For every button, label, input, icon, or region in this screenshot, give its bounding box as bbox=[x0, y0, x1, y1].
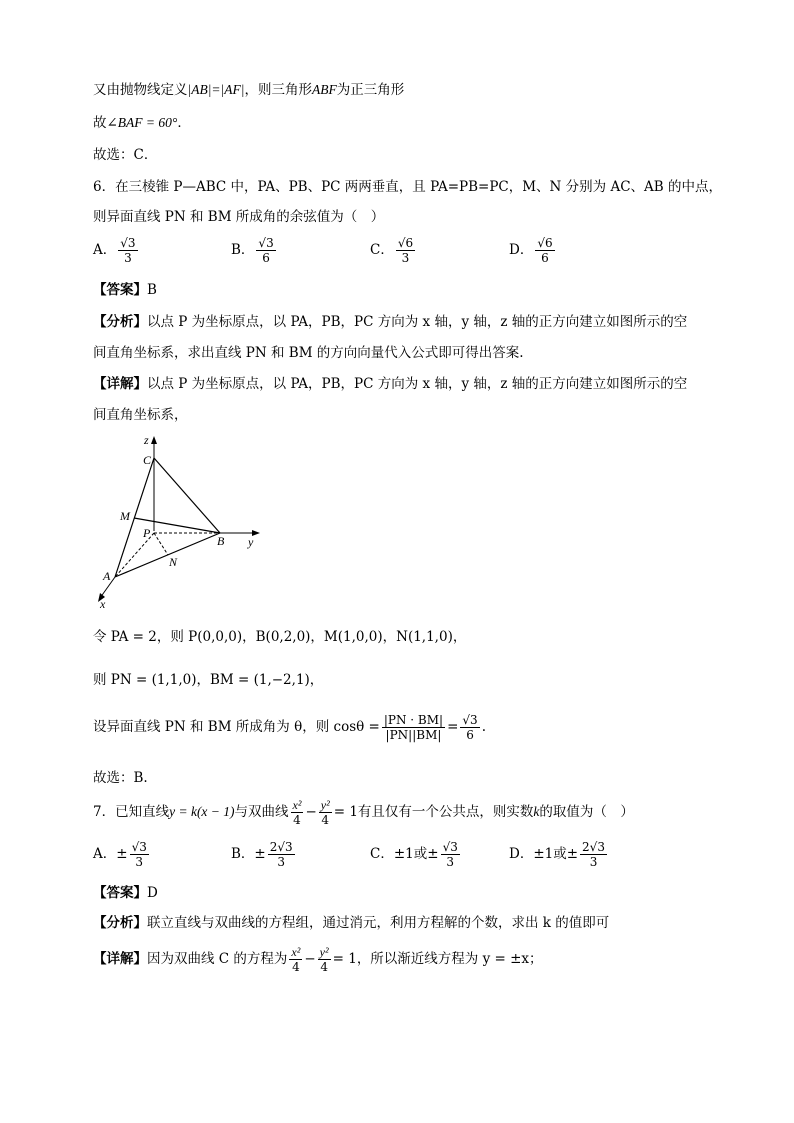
math-expr: ABF bbox=[311, 82, 337, 97]
label-x: x bbox=[100, 597, 106, 610]
q6-answer bbox=[93, 280, 157, 300]
q6-stem-2: 则异面直线 PN 和 BM 所成角的余弦值为（ ） bbox=[93, 209, 385, 225]
q6-stem-1: 6．在三棱锥 P—ABC 中，PA、PB、PC 两两垂直，且 PA=PB=PC，M、N 分别为 AC、AB 的中点， bbox=[93, 179, 722, 195]
label-m: M bbox=[120, 509, 130, 523]
text: ，则三角形 bbox=[244, 82, 312, 98]
label-n: N bbox=[169, 555, 178, 569]
q6-option-b: B． $\frac{√3}{6}$ bbox=[231, 236, 274, 265]
q6-analysis-2: 间直角坐标系，求出直线 PN 和 BM 的方向向量代入公式即可得出答案. bbox=[93, 345, 524, 361]
q6-detail-1: 【详解】以点 P 为坐标原点，以 PA，PB，PC 方向为 x 轴，y 轴，z 轴的正方向建立如图所示的空 bbox=[93, 376, 688, 392]
label-y: y bbox=[248, 535, 254, 549]
text: 为正三角形 bbox=[336, 82, 405, 98]
q7-option-c: C．±1或± $\frac{√3}{3}$ bbox=[370, 840, 458, 869]
math-expr: |AB|=|AF| bbox=[187, 82, 245, 97]
q7-detail: 【详解】因为双曲线 C 的方程为 $\frac{\text{x²}}{4}$ − $\frac{\text{y²}}{4}$ = 1，所以渐近线方程为 y = ±x； bbox=[93, 945, 543, 974]
ab-edge bbox=[115, 533, 220, 577]
q7-option-a: A．± $\frac{√3}{3}$ bbox=[93, 840, 147, 869]
text-line-2 bbox=[93, 113, 191, 133]
answer-value: D bbox=[147, 885, 158, 901]
label-z: z bbox=[144, 433, 149, 447]
label-p: P bbox=[143, 526, 151, 540]
q7-stem: 7．已知直线y = k(x − 1)与双曲线 $\frac{\text{x²}}{4}$ − $\frac{\text{y²}}{4}$ = 1有且仅有一个公共点，则实数k的取值为（ ） bbox=[93, 798, 634, 827]
analysis-tag: 【分析】 bbox=[93, 314, 147, 330]
q6-coords: 令 PA = 2，则 P(0,0,0)，B(0,2,0)，M(1,0,0)，N(1,1,0)， bbox=[93, 629, 467, 645]
q6-option-a: A． $\frac{√3}{3}$ bbox=[93, 236, 136, 265]
q6-option-d: D． $\frac{√6}{6}$ bbox=[509, 236, 553, 265]
q7-option-d: D．±1或± $\frac{2√3}{3}$ bbox=[509, 840, 605, 869]
pn-segment bbox=[154, 533, 168, 555]
cb-edge bbox=[154, 458, 220, 533]
answer-tag: 【答案】 bbox=[93, 885, 147, 901]
z-arrow-icon bbox=[151, 436, 157, 444]
q6-end: 故选：B. bbox=[93, 770, 148, 786]
detail-tag: 【详解】 bbox=[93, 376, 147, 392]
text: ． bbox=[177, 115, 191, 131]
q7-option-b: B．± $\frac{2√3}{3}$ bbox=[231, 840, 293, 869]
q6-detail-2: 间直角坐标系， bbox=[93, 407, 188, 423]
label-b: B bbox=[217, 534, 225, 548]
answer-tag: 【答案】 bbox=[93, 282, 147, 298]
answer-value: B bbox=[147, 282, 157, 298]
analysis-tag: 【分析】 bbox=[93, 915, 147, 931]
q6-option-c: C． $\frac{√6}{3}$ bbox=[370, 236, 414, 265]
detail-tag: 【详解】 bbox=[93, 951, 147, 967]
q7-answer bbox=[93, 883, 158, 903]
cos-value: $\frac{√3}{6}$ bbox=[462, 713, 478, 742]
choose-line: 故选：C． bbox=[93, 147, 158, 163]
math-expr: ∠BAF = 60° bbox=[106, 115, 178, 130]
q7-analysis: 【分析】联立直线与双曲线的方程组，通过消元，利用方程解的个数，求出 k 的值即可 bbox=[93, 915, 610, 931]
label-a: A bbox=[103, 569, 111, 583]
cos-fraction: $\frac{|PN \cdot BM|}{|PN||BM|}$ bbox=[383, 713, 444, 742]
label-c: C bbox=[143, 453, 152, 467]
q6-analysis-1: 【分析】以点 P 为坐标原点，以 PA，PB，PC 方向为 x 轴，y 轴，z 轴的正方向建立如图所示的空 bbox=[93, 314, 688, 330]
q6-cos-line: 设异面直线 PN 和 BM 所成角为 θ，则 cosθ = $\frac{|PN \cdot BM|}{|PN||BM|}$ = $\frac{√3}{6}$ . bbox=[93, 713, 486, 742]
text: 又由抛物线定义 bbox=[93, 82, 188, 98]
text: 故 bbox=[93, 115, 107, 131]
coordinate-figure bbox=[88, 430, 278, 610]
q6-vectors: 则 PN = (1,1,0)，BM = (1,−2,1)， bbox=[93, 672, 324, 688]
text-line-1 bbox=[93, 80, 404, 100]
